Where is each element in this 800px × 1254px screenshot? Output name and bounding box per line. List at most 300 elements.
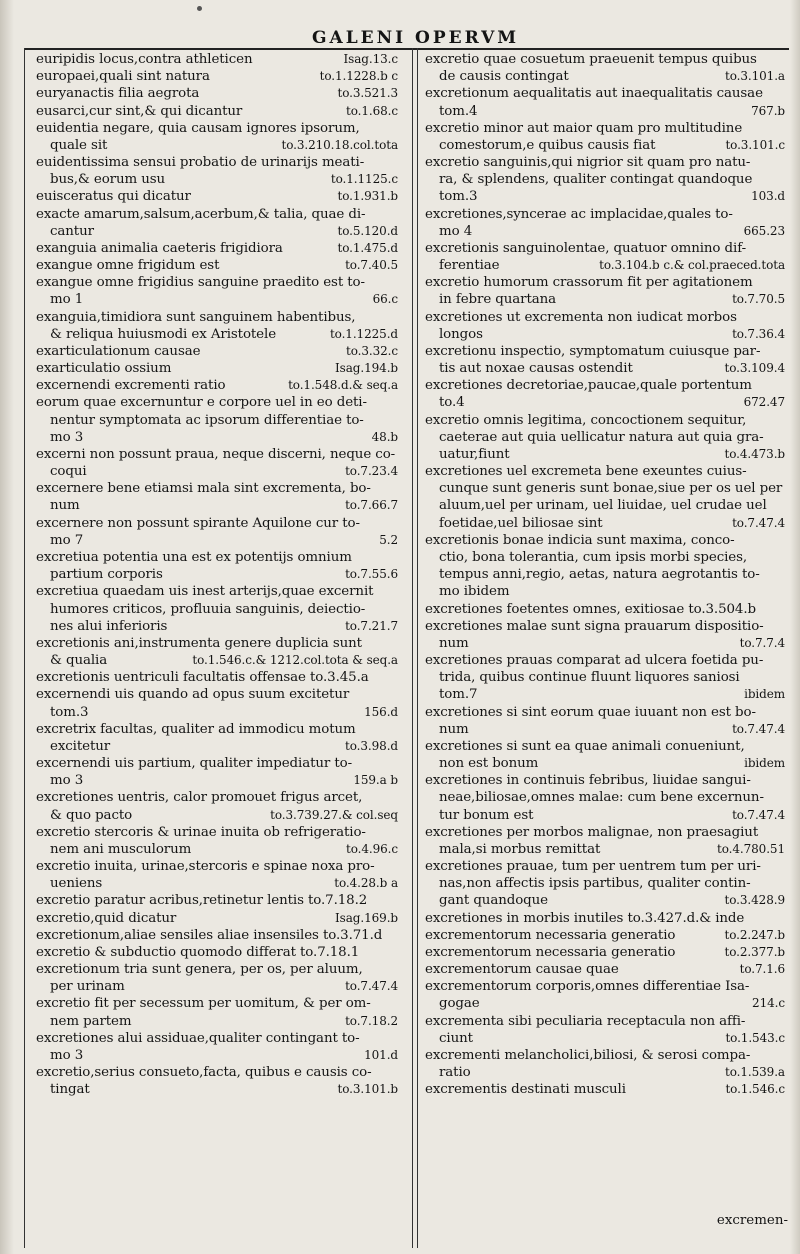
entry-text: excernendi uis quando ad opus suum excitetur bbox=[36, 687, 350, 703]
entry-reference: 5.2 bbox=[376, 532, 398, 549]
entry-line bbox=[36, 360, 398, 377]
index-entry bbox=[36, 549, 398, 583]
entry-text: ratio bbox=[439, 1065, 471, 1081]
index-entry bbox=[425, 772, 785, 824]
entry-text: eusarci,cur sint,& qui dicantur bbox=[36, 103, 243, 119]
entry-reference: to.4.96.c bbox=[343, 841, 398, 858]
index-entry bbox=[36, 789, 398, 823]
entry-text: num bbox=[439, 635, 469, 651]
entry-text: excretio minor aut maior quam pro multitudine bbox=[425, 120, 743, 136]
entry-line bbox=[425, 652, 785, 669]
entry-line bbox=[36, 824, 398, 841]
entry-text: excernendi excrementi ratio bbox=[36, 378, 226, 394]
entry-text: & qualia bbox=[50, 653, 108, 669]
entry-text: nem ani musculorum bbox=[50, 841, 192, 857]
index-entry bbox=[36, 188, 398, 205]
entry-reference: to.2.247.b bbox=[721, 927, 785, 944]
entry-text: nentur symptomata ac ipsorum differentiae to- bbox=[50, 412, 364, 428]
entry-text: excretio quae cosuetum praeuenit tempus quibus bbox=[425, 52, 757, 67]
entry-line bbox=[425, 120, 785, 137]
entry-text: excretiones foetentes omnes, exitiosae to.3.504.b bbox=[425, 601, 756, 617]
entry-text: coqui bbox=[50, 464, 87, 480]
entry-line bbox=[36, 789, 398, 806]
entry-text: ferentiae bbox=[439, 258, 500, 274]
index-entry bbox=[425, 412, 785, 464]
entry-text: excretio,quid dicatur bbox=[36, 910, 177, 926]
index-entry bbox=[36, 154, 398, 188]
entry-line bbox=[425, 807, 785, 824]
entry-reference: 214.c bbox=[749, 995, 785, 1012]
entry-line bbox=[425, 240, 785, 257]
entry-reference: to.3.101.c bbox=[722, 137, 785, 154]
entry-line bbox=[36, 704, 398, 721]
entry-reference: to.5.120.d bbox=[334, 223, 398, 240]
entry-line bbox=[36, 841, 398, 858]
entry-text: excretiua quaedam uis inest arterijs,quae excernit bbox=[36, 584, 374, 600]
index-entry bbox=[36, 360, 398, 377]
entry-text: excretionum aequalitatis aut inaequalitatis causae bbox=[425, 86, 763, 102]
index-entry bbox=[36, 103, 398, 120]
entry-text: mala,si morbus remittat bbox=[439, 841, 601, 857]
entry-line bbox=[36, 377, 398, 394]
entry-line bbox=[36, 601, 398, 618]
entry-reference: to.1.931.b bbox=[334, 188, 398, 205]
entry-text: excretionis ani,instrumenta genere duplicia sunt bbox=[36, 635, 362, 651]
entry-text: nas,non affectis ipsis partibus, qualiter contin- bbox=[439, 876, 751, 892]
index-entry bbox=[36, 583, 398, 635]
index-entry bbox=[36, 755, 398, 789]
entry-text: excernere non possunt spirante Aquilone cur to- bbox=[36, 515, 360, 531]
entry-text: excretionis bonae indicia sunt maxima, conco- bbox=[425, 532, 735, 548]
entry-reference: to.7.21.7 bbox=[342, 618, 398, 635]
entry-reference: 156.d bbox=[361, 704, 398, 721]
index-entry bbox=[425, 85, 785, 119]
entry-text: & reliqua huiusmodi ex Aristotele bbox=[50, 326, 277, 342]
entry-text: excretio fit per secessum per uomitum, & per om- bbox=[36, 996, 371, 1012]
entry-text: excretio & subductio quomodo differat to.7.18.1 bbox=[36, 944, 360, 960]
index-entry bbox=[425, 652, 785, 704]
entry-text: excretio sanguinis,qui nigrior sit quam pro natu- bbox=[425, 155, 751, 171]
entry-line bbox=[36, 343, 398, 360]
entry-reference: to.1.543.c bbox=[722, 1030, 785, 1047]
entry-reference: to.7.40.5 bbox=[342, 257, 398, 274]
entry-line bbox=[36, 892, 398, 909]
entry-text: per urinam bbox=[50, 979, 125, 995]
entry-text: humores criticos, profluuia sanguinis, deiectio- bbox=[50, 601, 366, 617]
entry-text: foetidae,uel biliosae sint bbox=[439, 515, 603, 531]
index-entry bbox=[36, 240, 398, 257]
entry-line bbox=[425, 68, 785, 85]
entry-text: mo 3 bbox=[50, 429, 84, 445]
left-frame-rule bbox=[24, 48, 25, 1248]
entry-text: tom.3 bbox=[439, 189, 478, 205]
index-entry bbox=[36, 858, 398, 892]
entry-line bbox=[425, 875, 785, 892]
entry-line bbox=[425, 446, 785, 463]
entry-reference: 665.23 bbox=[741, 223, 785, 240]
entry-text: bus,& eorum usu bbox=[50, 172, 166, 188]
index-entry bbox=[36, 944, 398, 961]
entry-text: exanguia animalia caeteris frigidiora bbox=[36, 240, 283, 256]
entry-line bbox=[36, 274, 398, 291]
entry-text: tempus anni,regio, aetas, natura aegrotantis to- bbox=[439, 567, 760, 583]
index-entry bbox=[425, 944, 785, 961]
index-entry bbox=[425, 601, 785, 618]
entry-line bbox=[36, 944, 398, 961]
entry-reference: to.7.18.2 bbox=[342, 1013, 398, 1030]
entry-line bbox=[425, 583, 785, 600]
entry-line bbox=[425, 549, 785, 566]
entry-text: excretiones uel excremeta bene exeuntes cuius- bbox=[425, 464, 747, 480]
entry-reference: to.1.475.d bbox=[334, 240, 398, 257]
entry-line bbox=[425, 721, 785, 738]
index-entry bbox=[425, 704, 785, 738]
entry-line bbox=[36, 738, 398, 755]
entry-reference: to.3.98.d bbox=[342, 738, 398, 755]
entry-text: caeterae aut quia uellicatur natura aut quia gra- bbox=[439, 429, 764, 445]
entry-text: de causis contingat bbox=[439, 69, 569, 85]
entry-text: exanguia,timidiora sunt sanguinem habentibus, bbox=[36, 309, 356, 325]
index-entry bbox=[36, 480, 398, 514]
entry-line bbox=[36, 188, 398, 205]
entry-text: excretiones si sunt ea quae animali conueniunt, bbox=[425, 738, 745, 754]
entry-text: tingat bbox=[50, 1082, 90, 1098]
entry-line bbox=[36, 240, 398, 257]
entry-text: mo 7 bbox=[50, 532, 84, 548]
column-divider-inner bbox=[417, 48, 418, 1248]
entry-line bbox=[36, 497, 398, 514]
entry-text: nes alui inferioris bbox=[50, 618, 168, 634]
entry-line bbox=[425, 1013, 785, 1030]
entry-text: ciunt bbox=[439, 1030, 473, 1046]
entry-text: excerni non possunt praua, neque discerni, neque co- bbox=[36, 446, 396, 462]
index-entry bbox=[425, 1047, 785, 1081]
entry-text: gant quandoque bbox=[439, 893, 548, 909]
entry-text: aluum,uel per urinam, uel liuidae, uel crudae uel bbox=[439, 498, 767, 514]
entry-text: excrementis destinati musculi bbox=[425, 1082, 626, 1098]
entry-line bbox=[425, 532, 785, 549]
entry-line bbox=[425, 429, 785, 446]
entry-text: euidentissima sensui probatio de urinarijs meati- bbox=[36, 155, 365, 171]
index-entry bbox=[36, 51, 398, 68]
entry-reference: to.3.739.27.& col.seq bbox=[267, 807, 398, 824]
catchword: excremen- bbox=[716, 1213, 788, 1228]
index-entry bbox=[425, 961, 785, 978]
entry-reference: Isag.169.b bbox=[332, 910, 398, 927]
entry-text: euripidis locus,contra athleticen bbox=[36, 52, 253, 67]
entry-reference: to.7.47.4 bbox=[729, 515, 785, 532]
entry-reference: to.3.521.3 bbox=[335, 85, 398, 102]
entry-text: excretio humorum crassorum fit per agitationem bbox=[425, 275, 753, 291]
entry-reference: to.1.548.d.& seq.a bbox=[285, 377, 398, 394]
entry-text: excrementi melancholici,biliosi, & serosi compa- bbox=[425, 1047, 751, 1063]
index-entry bbox=[425, 154, 785, 206]
entry-line bbox=[36, 927, 398, 944]
entry-text: tis aut noxae causas ostendit bbox=[439, 361, 633, 377]
entry-text: excretrix facultas, qualiter ad immodicu motum bbox=[36, 721, 356, 737]
entry-line bbox=[425, 944, 785, 961]
entry-line bbox=[36, 910, 398, 927]
index-entry bbox=[425, 51, 785, 85]
index-entry bbox=[36, 85, 398, 102]
entry-line bbox=[425, 601, 785, 618]
entry-line bbox=[36, 120, 398, 137]
entry-text: mo 4 bbox=[439, 223, 473, 239]
entry-line bbox=[36, 515, 398, 532]
entry-text: excretiones alui assiduae,qualiter contingant to- bbox=[36, 1030, 360, 1046]
entry-line bbox=[36, 961, 398, 978]
entry-text: ueniens bbox=[50, 876, 103, 892]
entry-reference: to.3.101.b bbox=[334, 1081, 398, 1098]
entry-text: num bbox=[50, 498, 80, 514]
entry-text: eorum quae excernuntur e corpore uel in eo deti- bbox=[36, 395, 367, 411]
index-entry bbox=[36, 995, 398, 1029]
entry-line bbox=[425, 497, 785, 514]
entry-line bbox=[36, 858, 398, 875]
entry-line bbox=[425, 257, 785, 274]
entry-line bbox=[425, 274, 785, 291]
entry-line bbox=[36, 686, 398, 703]
entry-line bbox=[425, 343, 785, 360]
index-entry bbox=[36, 377, 398, 394]
entry-line bbox=[425, 1047, 785, 1064]
entry-line bbox=[36, 103, 398, 120]
entry-reference: 672.47 bbox=[741, 394, 785, 411]
entry-line bbox=[425, 463, 785, 480]
entry-text: excretiones per morbos malignae, non praesagiut bbox=[425, 824, 759, 840]
page-edge-right bbox=[790, 0, 800, 1254]
column-divider bbox=[412, 48, 413, 1248]
entry-text: excretiones malae sunt signa prauarum dispositio- bbox=[425, 618, 764, 634]
entry-reference: to.1.1125.c bbox=[328, 171, 398, 188]
entry-text: excretiones in continuis febribus, liuidae sangui- bbox=[425, 773, 751, 789]
entry-line bbox=[36, 480, 398, 497]
entry-line bbox=[36, 1081, 398, 1098]
index-entry bbox=[425, 910, 785, 927]
index-entry bbox=[425, 343, 785, 377]
entry-line bbox=[425, 1064, 785, 1081]
entry-line bbox=[425, 377, 785, 394]
entry-reference: to.7.7.4 bbox=[737, 635, 785, 652]
entry-line bbox=[425, 738, 785, 755]
entry-line bbox=[36, 532, 398, 549]
entry-line bbox=[36, 412, 398, 429]
entry-text: tur bonum est bbox=[439, 807, 534, 823]
entry-text: partium corporis bbox=[50, 567, 163, 583]
entry-reference: to.3.104.b c.& col.praeced.tota bbox=[596, 257, 785, 274]
entry-line bbox=[425, 961, 785, 978]
index-entry bbox=[36, 206, 398, 240]
entry-text: excitetur bbox=[50, 738, 111, 754]
entry-reference: ibidem bbox=[741, 755, 785, 772]
index-entry bbox=[425, 978, 785, 1012]
entry-text: excretionum,aliae sensiles aliae insensiles to.3.71.d bbox=[36, 927, 383, 943]
entry-reference: to.7.47.4 bbox=[729, 807, 785, 824]
entry-text: tom.4 bbox=[439, 103, 478, 119]
entry-reference: 101.d bbox=[361, 1047, 398, 1064]
index-entry bbox=[36, 515, 398, 549]
entry-text: cunque sunt generis sunt bonae,siue per os uel per bbox=[439, 481, 783, 497]
entry-line bbox=[425, 309, 785, 326]
entry-line bbox=[36, 171, 398, 188]
entry-reference: to.1.68.c bbox=[343, 103, 398, 120]
entry-text: excretio inuita, urinae,stercoris e spinae noxa pro- bbox=[36, 859, 375, 875]
entry-text: uatur,fiunt bbox=[439, 446, 510, 462]
entry-reference: 767.b bbox=[748, 103, 785, 120]
page-title: GALENI OPERVM bbox=[312, 28, 520, 48]
index-entry bbox=[425, 738, 785, 772]
entry-text: excretionu inspectio, symptomatum cuiusque par- bbox=[425, 343, 761, 359]
entry-text: excrementorum causae quae bbox=[425, 962, 619, 978]
entry-text: europaei,quali sint natura bbox=[36, 69, 210, 85]
entry-line bbox=[425, 704, 785, 721]
entry-text: excrementa sibi peculiaria receptacula non affi- bbox=[425, 1013, 746, 1029]
entry-line bbox=[36, 669, 398, 686]
entry-line bbox=[425, 669, 785, 686]
entry-reference: to.1.539.a bbox=[722, 1064, 785, 1081]
entry-reference: to.2.377.b bbox=[721, 944, 785, 961]
entry-text: mo 1 bbox=[50, 292, 84, 308]
entry-reference: to.7.36.4 bbox=[729, 326, 785, 343]
entry-reference: to.3.109.4 bbox=[722, 360, 785, 377]
entry-reference: to.3.210.18.col.tota bbox=[278, 137, 398, 154]
entry-text: excretiones,syncerae ac implacidae,quales to- bbox=[425, 206, 733, 222]
entry-text: excretionis uentriculi facultatis offensae to.3.45.a bbox=[36, 670, 369, 686]
entry-reference: to.3.101.a bbox=[722, 68, 785, 85]
entry-text: cantur bbox=[50, 223, 94, 239]
entry-line bbox=[36, 618, 398, 635]
entry-line bbox=[36, 1047, 398, 1064]
entry-text: excretiones in morbis inutiles to.3.427.d.& inde bbox=[425, 910, 745, 926]
index-entry bbox=[36, 635, 398, 669]
index-entry bbox=[425, 858, 785, 910]
entry-line bbox=[36, 394, 398, 411]
index-entry bbox=[36, 68, 398, 85]
entry-reference: ibidem bbox=[741, 686, 785, 703]
index-entry bbox=[425, 618, 785, 652]
entry-text: mo 3 bbox=[50, 773, 84, 789]
entry-line bbox=[36, 566, 398, 583]
entry-line bbox=[36, 652, 398, 669]
entry-line bbox=[36, 807, 398, 824]
index-entry bbox=[425, 532, 785, 601]
index-entry bbox=[425, 309, 785, 343]
index-entry bbox=[36, 927, 398, 944]
entry-line bbox=[425, 223, 785, 240]
entry-text: excrementorum corporis,omnes differentiae Isa- bbox=[425, 979, 750, 995]
entry-reference: to.7.55.6 bbox=[342, 566, 398, 583]
entry-line bbox=[36, 1064, 398, 1081]
entry-line bbox=[36, 995, 398, 1012]
entry-reference: 48.b bbox=[369, 429, 398, 446]
entry-line bbox=[425, 686, 785, 703]
index-entry bbox=[36, 721, 398, 755]
entry-reference: Isag.13.c bbox=[341, 51, 398, 68]
index-entry bbox=[425, 274, 785, 308]
entry-line bbox=[36, 875, 398, 892]
entry-text: excrementorum necessaria generatio bbox=[425, 944, 676, 960]
entry-text: excrementorum necessaria generatio bbox=[425, 927, 676, 943]
entry-line bbox=[425, 927, 785, 944]
index-entry bbox=[425, 240, 785, 274]
entry-line bbox=[425, 137, 785, 154]
index-entry bbox=[425, 463, 785, 532]
entry-text: excretiones si sint eorum quae iuuant non est bo- bbox=[425, 704, 756, 720]
page-edge-left bbox=[0, 0, 14, 1254]
index-entry bbox=[36, 394, 398, 446]
entry-text: excretiua potentia una est ex potentijs omnium bbox=[36, 549, 352, 565]
index-entry bbox=[36, 686, 398, 720]
index-entry bbox=[425, 120, 785, 154]
entry-line bbox=[36, 549, 398, 566]
entry-reference: 159.a b bbox=[350, 772, 398, 789]
entry-line bbox=[425, 51, 785, 68]
entry-text: excretiones uentris, calor promouet frigus arcet, bbox=[36, 790, 363, 806]
entry-line bbox=[425, 291, 785, 308]
entry-text: excretio stercoris & urinae inuita ob refrigeratio- bbox=[36, 824, 366, 840]
index-entry bbox=[425, 1081, 785, 1098]
entry-line bbox=[36, 463, 398, 480]
index-entry bbox=[36, 669, 398, 686]
entry-line bbox=[425, 892, 785, 909]
entry-text: tom.3 bbox=[50, 704, 89, 720]
index-entry bbox=[36, 343, 398, 360]
index-entry bbox=[425, 206, 785, 240]
entry-reference: to.4.28.b a bbox=[331, 875, 398, 892]
entry-reference: to.3.428.9 bbox=[722, 892, 785, 909]
entry-reference: to.7.66.7 bbox=[342, 497, 398, 514]
entry-text: exangue omne frigidum est bbox=[36, 258, 220, 274]
entry-text: neae,biliosae,omnes malae: cum bene excernun- bbox=[439, 790, 764, 806]
entry-text: trida, quibus continue fluunt liquores saniosi bbox=[439, 670, 740, 686]
entry-reference: to.7.47.4 bbox=[729, 721, 785, 738]
entry-line bbox=[425, 326, 785, 343]
entry-line bbox=[425, 412, 785, 429]
entry-text: excernendi uis partium, qualiter impediatur to- bbox=[36, 756, 353, 772]
entry-text: euisceratus qui dicatur bbox=[36, 189, 191, 205]
entry-text: non est bonum bbox=[439, 756, 539, 772]
index-entry bbox=[36, 961, 398, 995]
entry-line bbox=[36, 429, 398, 446]
entry-text: to.4 bbox=[439, 395, 465, 411]
entry-text: excretio paratur acribus,retinetur lentis to.7.18.2 bbox=[36, 893, 368, 909]
index-entry bbox=[36, 1030, 398, 1064]
entry-line bbox=[425, 841, 785, 858]
entry-line bbox=[36, 154, 398, 171]
header-rule bbox=[24, 48, 789, 50]
index-column-right bbox=[425, 51, 785, 1098]
entry-reference: to.1.546.c.& 1212.col.tota & seq.a bbox=[189, 652, 398, 669]
entry-text: euryanactis filia aegrota bbox=[36, 86, 200, 102]
entry-line bbox=[425, 85, 785, 102]
index-entry bbox=[36, 446, 398, 480]
entry-reference: to.3.32.c bbox=[343, 343, 398, 360]
entry-text: excretionis sanguinolentae, quatuor omnino dif- bbox=[425, 240, 747, 256]
entry-line bbox=[425, 772, 785, 789]
entry-reference: to.1.1225.d bbox=[327, 326, 398, 343]
entry-line bbox=[425, 206, 785, 223]
entry-line bbox=[36, 1013, 398, 1030]
entry-text: exangue omne frigidius sanguine praedito est to- bbox=[36, 275, 365, 291]
entry-line bbox=[425, 360, 785, 377]
entry-text: num bbox=[439, 721, 469, 737]
entry-line bbox=[425, 858, 785, 875]
entry-line bbox=[425, 566, 785, 583]
entry-reference: to.7.1.6 bbox=[737, 961, 785, 978]
index-entry bbox=[36, 309, 398, 343]
entry-line bbox=[36, 635, 398, 652]
entry-line bbox=[36, 257, 398, 274]
